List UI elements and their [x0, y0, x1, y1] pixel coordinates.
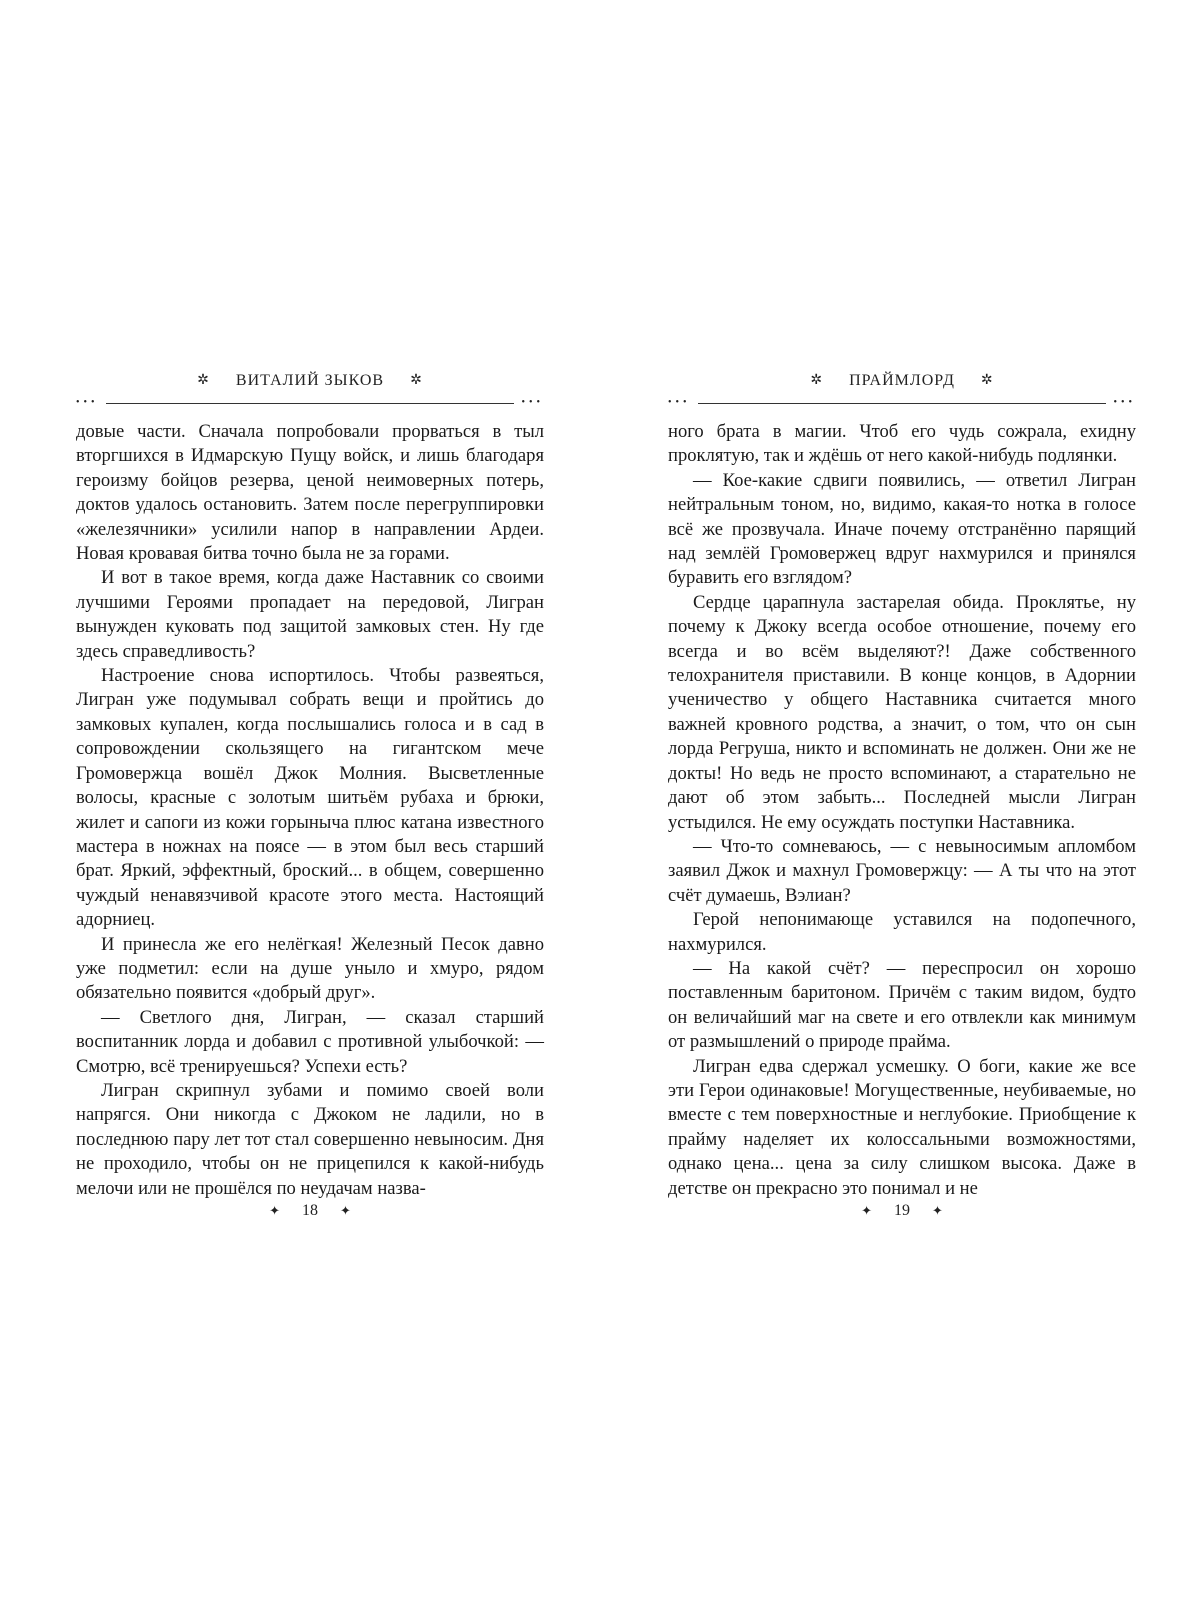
- page-number-right: [668, 1202, 1136, 1220]
- head-rule: [76, 398, 544, 410]
- paragraph: — На какой счёт? — переспросил он хорошо поставленным баритоном. Причём с таким видом, будто он величайший маг на свете и его отвлекли как минимум от размышлений о природе прайма.: [668, 957, 1136, 1053]
- flourish-icon: ✲: [980, 373, 994, 388]
- left-page: [76, 364, 544, 1220]
- star-icon: ✦: [269, 1203, 280, 1218]
- paragraph: Лигран скрипнул зубами и помимо своей воли напрягся. Они никогда с Джоком не ладили, но в последнюю пару лет тот стал совершенно невыносим. Дня не проходило, чтобы он не прицепился к какой-нибудь мелочи или не прошёлся по неудачам назва-: [76, 1079, 544, 1199]
- flourish-icon: ✲: [197, 373, 210, 388]
- star-icon: ✦: [932, 1203, 943, 1218]
- dots-ornament: •••: [1109, 396, 1136, 410]
- paragraph: Герой непонимающе уставился на подопечного, нахмурился.: [668, 909, 1136, 955]
- body-text-right: [668, 420, 1136, 1199]
- page-number-left: [76, 1202, 544, 1220]
- running-head-left: [76, 364, 544, 398]
- dots-ornament: •••: [76, 396, 103, 410]
- right-page: [668, 364, 1136, 1220]
- head-rule: [668, 398, 1136, 410]
- running-head-right: [668, 364, 1136, 398]
- paragraph: довые части. Сначала попробовали прорваться в тыл вторгшихся в Идмарскую Пущу войск, и лишь благодаря героизму бойцов резерва, ценой неимоверных потерь, доктов удалось остановить. Затем после перегруппировки «железячники» усилили напор в направлении Ардеи. Новая кровавая битва точно была не за горами.: [76, 421, 544, 565]
- book-title: ПРАЙМЛОРД: [849, 372, 955, 389]
- dots-ornament: •••: [517, 396, 544, 410]
- paragraph: ного брата в магии. Чтоб его чудь сожрала, ехидну проклятую, так и ждёшь от него какой-нибудь подлянки.: [668, 421, 1136, 467]
- page-number: 19: [894, 1202, 910, 1219]
- paragraph: — Кое-какие сдвиги появились, — ответил Лигран нейтральным тоном, но, видимо, какая-то нотка в голосе всё же прозвучала. Иначе почему отстранённо парящий над землёй Громовержец вдруг нахмурился и принялся буравить его взглядом?: [668, 469, 1136, 589]
- paragraph: Сердце царапнула застарелая обида. Проклятье, ну почему к Джоку всегда особое отношение, почему его всегда и во всём выделяют?! Даже собственного телохранителя приставили. В конце концов, в Адорнии ученичество у общего Наставника считается много важней кровного родства, а значит, о том, что он сын лорда Регруша, никто и вспоминать не должен. Они же не докты! Но ведь не просто вспоминают, а старательно не дают об этом забыть... Последней мысли Лигран устыдился. Не ему осуждать поступки Наставника.: [668, 591, 1136, 833]
- star-icon: ✦: [861, 1203, 872, 1218]
- paragraph: И принесла же его нелёгкая! Железный Песок давно уже подметил: если на душе уныло и хмуро, рядом обязательно появится «добрый друг».: [76, 933, 544, 1004]
- star-icon: ✦: [340, 1203, 351, 1218]
- page-number: 18: [302, 1202, 318, 1219]
- paragraph: Лигран едва сдержал усмешку. О боги, какие же все эти Герои одинаковые! Могущественные, неубиваемые, но вместе с тем поверхностные и неглубокие. Приобщение к прайму наделяет их колоссальными возможностями, однако цена... цена за силу слишком высока. Даже в детстве он прекрасно это понимал и не: [668, 1055, 1136, 1199]
- flourish-icon: ✲: [810, 373, 824, 388]
- flourish-icon: ✲: [410, 373, 423, 388]
- dots-ornament: •••: [668, 396, 695, 410]
- rule-line: [106, 403, 514, 404]
- rule-line: [698, 403, 1106, 404]
- paragraph: И вот в такое время, когда даже Наставник со своими лучшими Героями пропадает на передовой, Лигран вынужден куковать под защитой замковых стен. Ну где здесь справедливость?: [76, 567, 544, 662]
- paragraph: — Что-то сомневаюсь, — с невыносимым апломбом заявил Джок и махнул Громовержцу: — А ты что на этот счёт думаешь, Вэлиан?: [668, 835, 1136, 906]
- paragraph: Настроение снова испортилось. Чтобы развеяться, Лигран уже подумывал собрать вещи и пройтись до замковых купален, когда послышались голоса и в сад в сопровождении скользящего на гигантском мече Громовержца вошёл Джок Молния. Высветленные волосы, красные с золотым шитьём рубаха и брюки, жилет и сапоги из кожи горыныча плюс катана известного мастера в ножнах на поясе — в этом был весь старший брат. Яркий, эффектный, броский... в общем, совершенно чуждый ненавязчивой красоте этого места. Настоящий адорниец.: [76, 665, 544, 931]
- body-text-left: [76, 420, 544, 1199]
- paragraph: — Светлого дня, Лигран, — сказал старший воспитанник лорда и добавил с противной улыбочкой: — Смотрю, всё тренируешься? Успехи есть?: [76, 1006, 544, 1077]
- author-name: ВИТАЛИЙ ЗЫКОВ: [235, 372, 385, 389]
